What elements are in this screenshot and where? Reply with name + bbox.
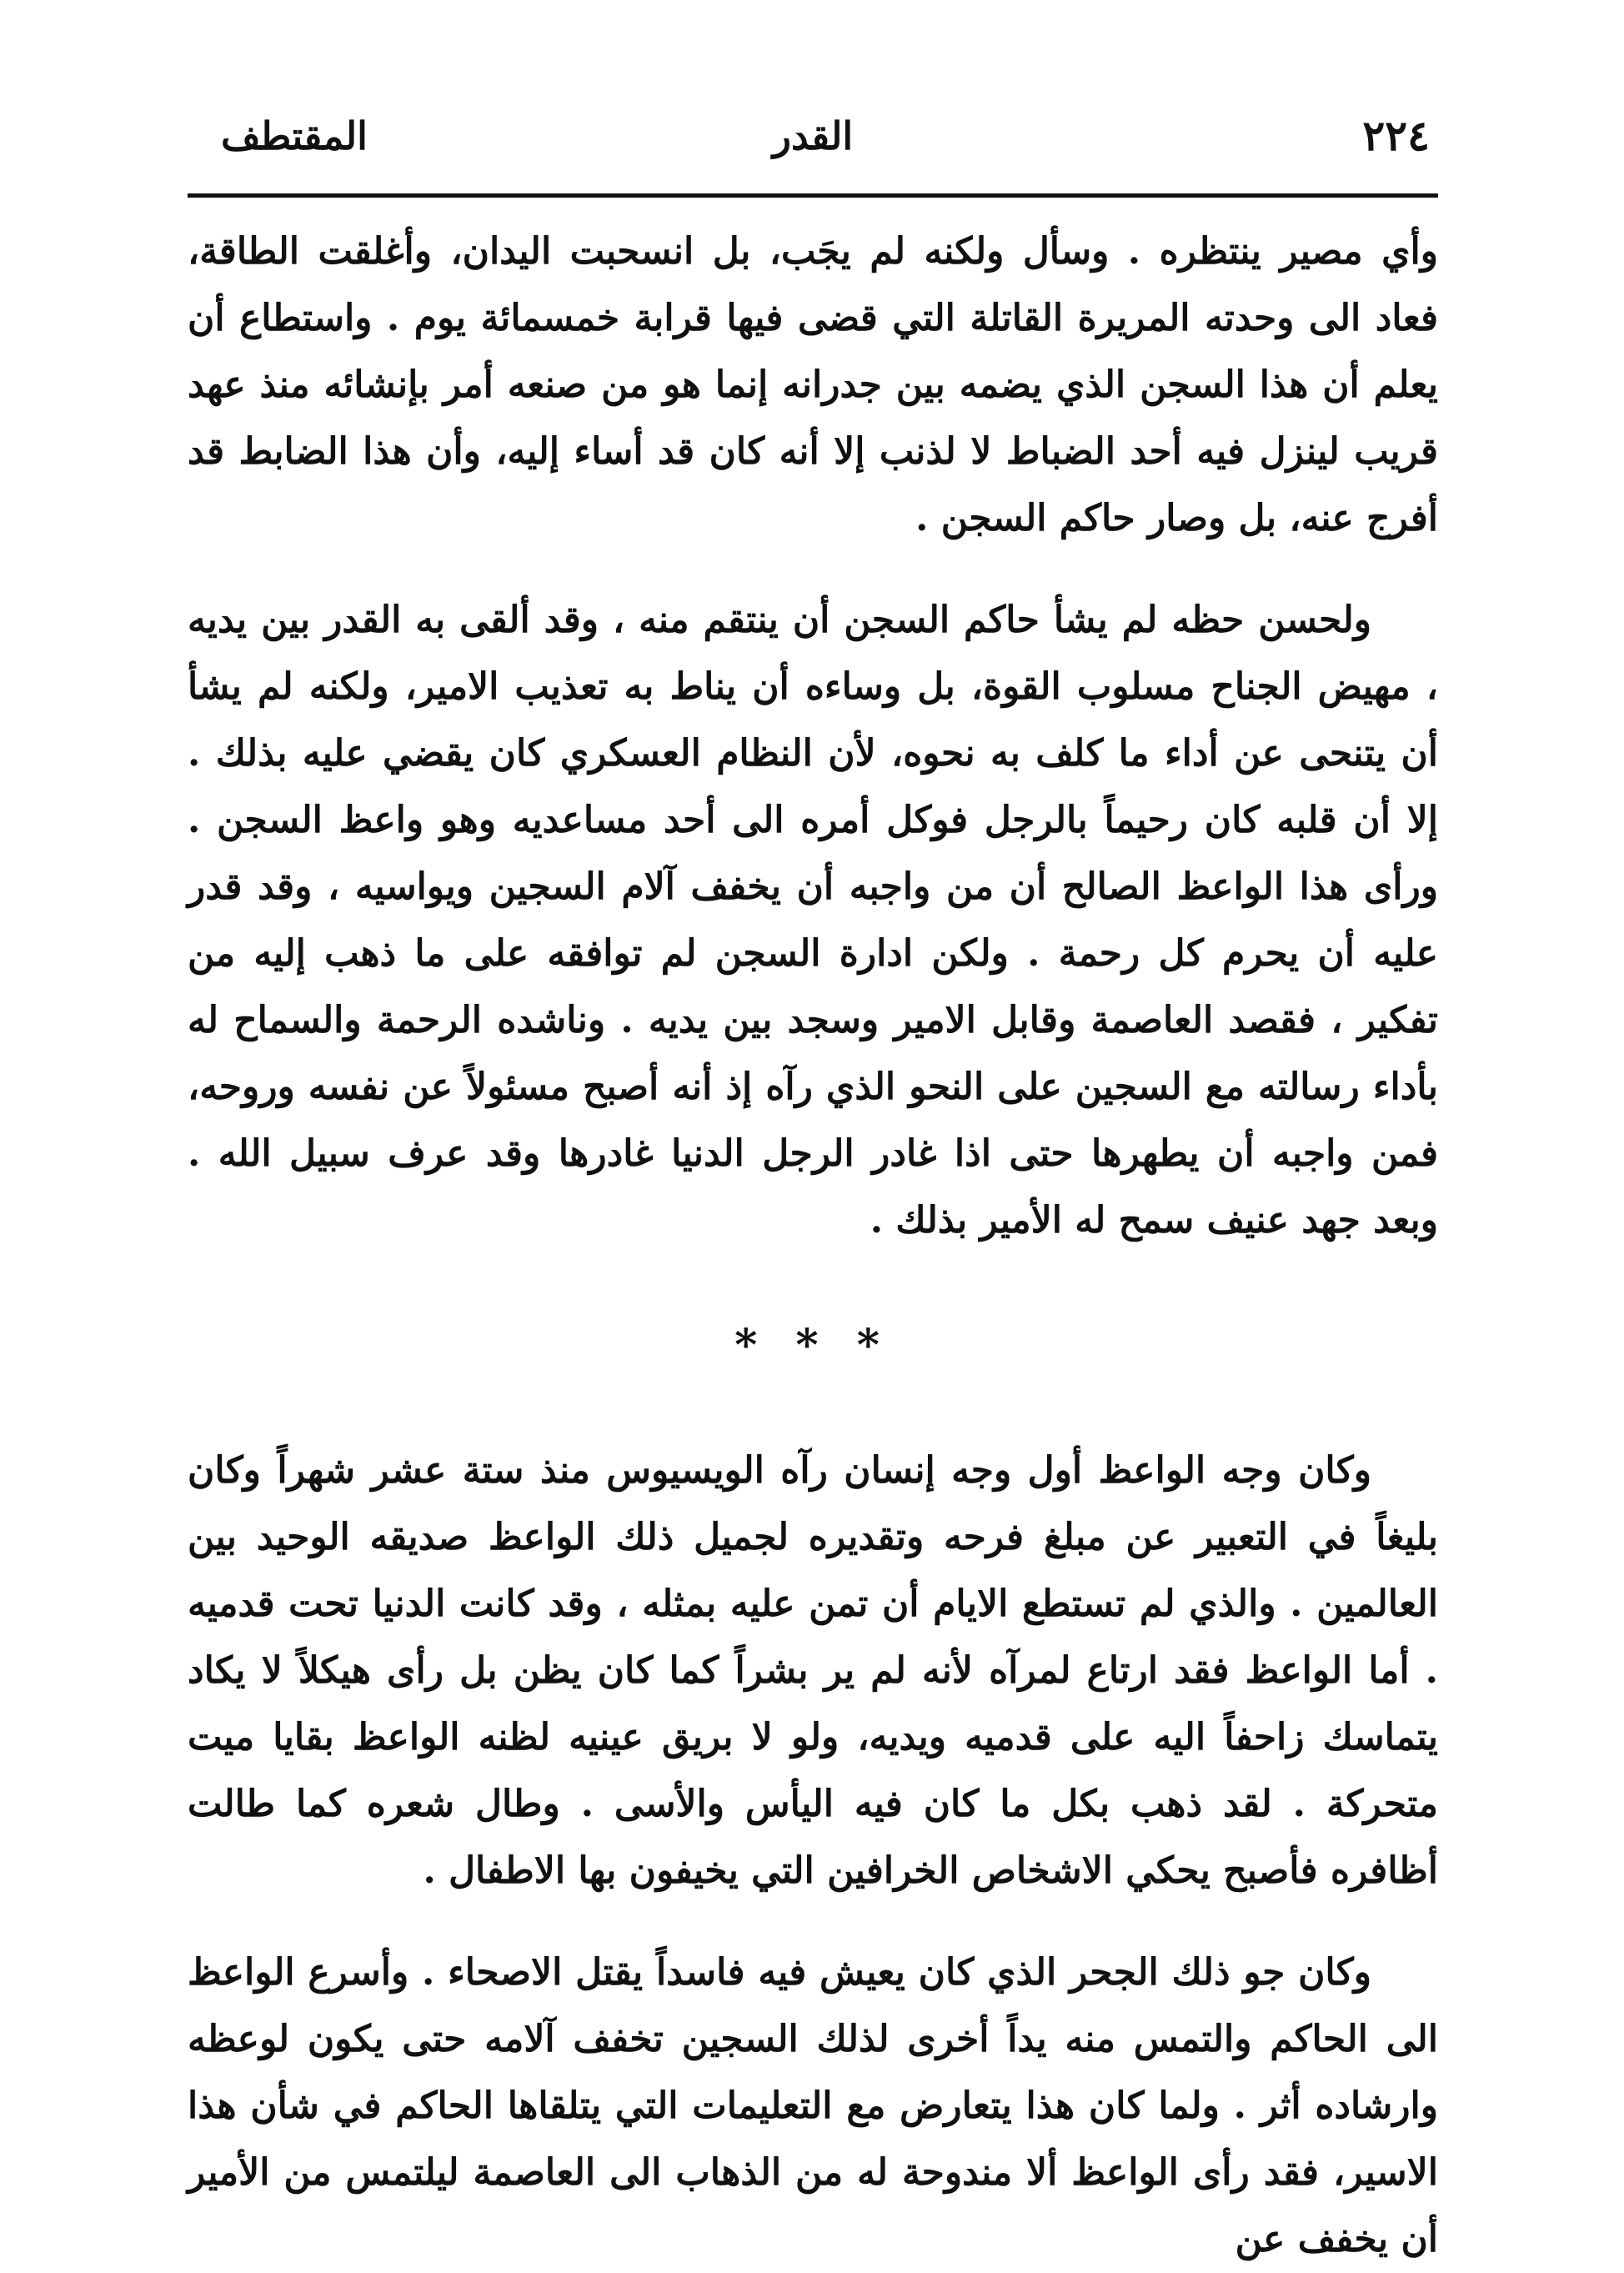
page-header	[188, 98, 1438, 173]
running-title: القدر	[772, 113, 854, 158]
journal-name: المقتطف	[221, 113, 368, 158]
article-body	[188, 218, 1438, 2273]
page-number: ٢٢٤	[1362, 111, 1430, 160]
paragraph-2: ولحسن حظه لم يشأ حاكم السجن أن ينتقم منه ، وقد ألقى به القدر بين يديه ، مهيض الجناح مسلوب القوة، بل وساءه أن يناط به تعذيب الامير، ولكنه لم يشأ أن يتنحى عن أداء ما كلف به نحوه، لأن النظام العسكري كان يقضي عليه بذلك . إلا أن قلبه كان رحيماً بالرجل فوكل أمره الى أحد مساعديه وهو واعظ السجن . ورأى هذا الواعظ الصالح أن من واجبه أن يخفف آلام السجين ويواسيه ، وقد قدر عليه أن يحرم كل رحمة . ولكن ادارة السجن لم توافقه على ما ذهب إليه من تفكير ، فقصد العاصمة وقابل الامير وسجد بين يديه . وناشده الرحمة والسماح له بأداء رسالته مع السجين على النحو الذي رآه إذ أنه أصبح مسئولاً عن نفسه وروحه، فمن واجبه أن يطهرها حتى اذا غادر الرجل الدنيا غادرها وقد عرف سبيل الله . وبعد جهد عنيف سمح له الأمير بذلك .	[188, 599, 1438, 1242]
section-separator: * * *	[734, 1320, 891, 1371]
paragraph-1: وأي مصير ينتظره . وسأل ولكنه لم يجَب، بل انسحبت اليدان، وأغلقت الطاقة، فعاد الى وحدته المريرة القاتلة التي قضى فيها قرابة خمسمائة يوم . واستطاع أن يعلم أن هذا السجن الذي يضمه بين جدرانه إنما هو من صنعه أمر بإنشائه منذ عهد قريب لينزل فيه أحد الضباط لا لذنب إلا أنه كان قد أساء إليه، وأن هذا الضابط قد أفرج عنه، بل وصار حاكم السجن .	[188, 230, 1438, 539]
header-rule	[188, 193, 1438, 198]
paragraph-3: وكان وجه الواعظ أول وجه إنسان رآه الويسيوس منذ ستة عشر شهراً وكان بليغاً في التعبير عن مبلغ فرحه وتقديره لجميل ذلك الواعظ صديقه الوحيد بين العالمين . والذي لم تستطع الايام أن تمن عليه بمثله ، وقد كانت الدنيا تحت قدميه . أما الواعظ فقد ارتاع لمرآه لأنه لم ير بشراً كما كان يظن بل رأى هيكلاً لا يكاد يتماسك زاحفاً اليه على قدميه ويديه، ولو لا بريق عينيه لظنه الواعظ بقايا ميت متحركة . لقد ذهب بكل ما كان فيه اليأس والأسى . وطال شعره كما طالت أظافره فأصبح يحكي الاشخاص الخرافين التي يخيفون بها الاطفال .	[188, 1449, 1438, 1892]
paragraph-4: وكان جو ذلك الجحر الذي كان يعيش فيه فاسداً يقتل الاصحاء . وأسرع الواعظ الى الحاكم والتمس منه يداً أخرى لذلك السجين تخفف آلامه حتى يكون لوعظه وارشاده أثر . ولما كان هذا يتعارض مع التعليمات التي يتلقاها الحاكم في شأن هذا الاسير، فقد رأى الواعظ ألا مندوحة له من الذهاب الى العاصمة ليلتمس من الأمير أن يخفف عن	[188, 1951, 1438, 2260]
